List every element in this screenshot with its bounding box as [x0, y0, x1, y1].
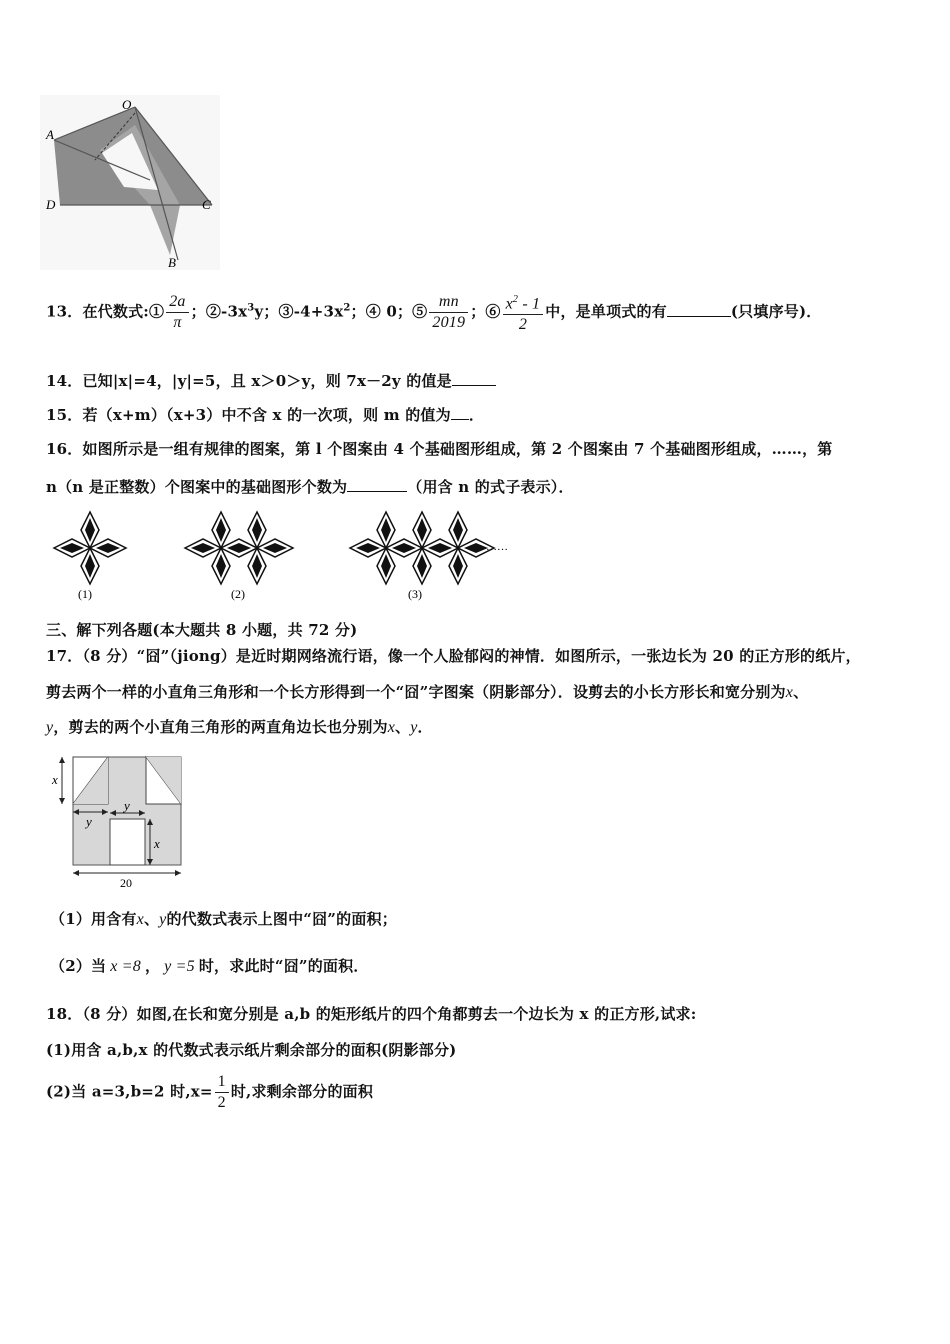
q18-sub2-b: 时,求剩余部分的面积 — [230, 1082, 374, 1101]
label-C: C — [202, 197, 211, 212]
fig-label-y1: y — [86, 814, 92, 829]
q17-sep: 、 — [793, 683, 809, 701]
pattern-figure — [46, 510, 526, 605]
question-17-line1 — [46, 645, 861, 666]
q17-sub2-x: x =8 — [110, 958, 141, 975]
question-16-line1 — [46, 438, 832, 459]
q13-f6-num-rest: - 1 — [518, 295, 541, 313]
q17-var-y-2: y — [410, 719, 418, 736]
triangles-figure — [40, 95, 220, 270]
q14-text: 14．已知|x|=4，|y|=5，且 x＞0＞y，则 7x－2y 的值是 — [46, 372, 452, 390]
q15-answer-blank[interactable] — [451, 405, 469, 420]
q13-exp2: 2 — [343, 302, 351, 314]
q13-f6-denominator: 2 — [518, 316, 528, 334]
q13-mid3: ；⑥ — [470, 302, 501, 321]
label-B: B — [168, 255, 176, 270]
fig-label-x2: x — [154, 836, 160, 851]
q13-fraction-5 — [429, 292, 468, 333]
q17-sub2-b: 时，求此时“囧”的面积． — [198, 957, 369, 975]
q13-exp3: 3 — [247, 302, 255, 314]
q13-mid1: ；②-3x — [190, 302, 248, 321]
q18-sub1 — [46, 1039, 456, 1060]
q17-sub2-a: （2）当 — [50, 957, 107, 975]
q13-fraction-1 — [166, 292, 188, 333]
q13-f6-numerator — [503, 290, 544, 315]
q17-sub1-sep: 、 — [143, 910, 160, 928]
label-A: A — [46, 127, 54, 142]
section-3-title — [46, 619, 357, 640]
fig-label-y2: y — [124, 798, 130, 813]
question-17-line3 — [46, 716, 433, 737]
label-D: D — [46, 197, 56, 212]
q18-sub2-a: (2)当 a=3,b=2 时,x= — [46, 1082, 213, 1101]
q18-sub2 — [46, 1072, 373, 1113]
fig-label-x1: x — [52, 772, 58, 787]
question-14 — [46, 370, 496, 391]
q14-answer-blank[interactable] — [452, 371, 496, 386]
section-3-text: 三、解下列各题(本大题共 8 小题，共 72 分) — [46, 621, 358, 639]
pattern-3 — [350, 512, 494, 584]
pattern-2 — [185, 512, 293, 584]
q13-answer-blank[interactable] — [667, 302, 731, 317]
question-13 — [46, 290, 821, 335]
q17-sep-2: 、 — [395, 718, 411, 736]
q17-var-y: y — [46, 719, 54, 736]
q13-f1-denominator: π — [173, 314, 182, 332]
q18-frac-num: 1 — [215, 1072, 229, 1093]
q17-sub1-a: （1）用含有 — [50, 910, 137, 928]
q18-line1: 18．（8 分）如图,在长和宽分别是 a,b 的矩形纸片的四个角都剪去一个边长为 x 的正方形,试求: — [46, 1005, 697, 1023]
q17-sub1-y: y — [159, 911, 167, 928]
q17-line1: 17．（8 分）“囧”（jiong）是近时期网络流行语，像一个人脸郁闷的神情．如图所示，一张边长为 20 的正方形的纸片， — [46, 647, 861, 665]
question-18-line1 — [46, 1003, 696, 1024]
label-O: O — [122, 97, 132, 112]
q17-line2: 剪去两个一样的小直角三角形和一个长方形得到一个“囧”字图案（阴影部分）．设剪去的小长方形长和宽分别为 — [46, 683, 786, 701]
q13-fraction-6 — [503, 290, 544, 335]
q17-line3: ，剪去的两个小直角三角形的两直角边长也分别为 — [53, 718, 388, 736]
caption-1: (1) — [78, 587, 92, 601]
pattern-ellipsis: …… — [486, 541, 508, 553]
q13-suffix-a: 中，是单项式的有 — [545, 302, 667, 321]
q13-suffix-b: (只填序号)． — [730, 302, 822, 321]
question-16-line2 — [46, 476, 574, 497]
q17-sub1-b: 的代数式表示上图中“囧”的面积； — [166, 910, 397, 928]
q15-text: 15．若（x+m）（x+3）中不含 x 的一次项，则 m 的值为 — [46, 406, 451, 424]
q13-f5-numerator: mn — [429, 292, 468, 313]
q18-frac-den: 2 — [217, 1094, 226, 1111]
q16-answer-blank[interactable] — [347, 477, 407, 492]
question-15 — [46, 404, 484, 425]
q16-line1: 16．如图所示是一组有规律的图案，第 l 个图案由 4 个基础图形组成，第 2 个图案由 7 个基础图形组成，……，第 — [46, 440, 833, 458]
q13-f6-exp: 2 — [512, 294, 519, 305]
pattern-1 — [54, 512, 126, 584]
q17-sub2-y: y =5 — [164, 958, 195, 975]
q13-mid2: ；④ 0；⑤ — [350, 302, 428, 321]
q16-line2b: （用含 n 的式子表示）． — [407, 478, 574, 496]
q17-sub2 — [50, 955, 369, 976]
q13-prefix: 13．在代数式:① — [46, 302, 165, 321]
q17-var-x-2: x — [387, 719, 396, 736]
q16-line2a: n（n 是正整数）个图案中的基础图形个数为 — [46, 478, 348, 496]
q13-f1-numerator: 2a — [166, 292, 188, 313]
q17-sub2-comma: ， — [144, 957, 161, 975]
q17-sub1-x: x — [136, 911, 144, 928]
q15-end: ． — [468, 406, 485, 424]
fig-label-20: 20 — [120, 876, 132, 890]
q13-mid1b: y；③-4+3x — [254, 302, 344, 321]
q18-sub1-text: (1)用含 a,b,x 的代数式表示纸片剩余部分的面积(阴影部分) — [46, 1041, 457, 1059]
q13-f5-denominator: 2019 — [432, 314, 466, 332]
caption-2: (2) — [231, 587, 245, 601]
q18-fraction — [215, 1072, 229, 1113]
q13-f6-num-x: x — [505, 295, 513, 313]
caption-3: (3) — [408, 587, 422, 601]
q17-var-x: x — [785, 684, 794, 701]
q17-line3-end: ． — [417, 718, 433, 736]
q17-sub1 — [50, 908, 397, 929]
question-17-line2 — [46, 681, 808, 702]
jiong-figure — [48, 752, 188, 892]
